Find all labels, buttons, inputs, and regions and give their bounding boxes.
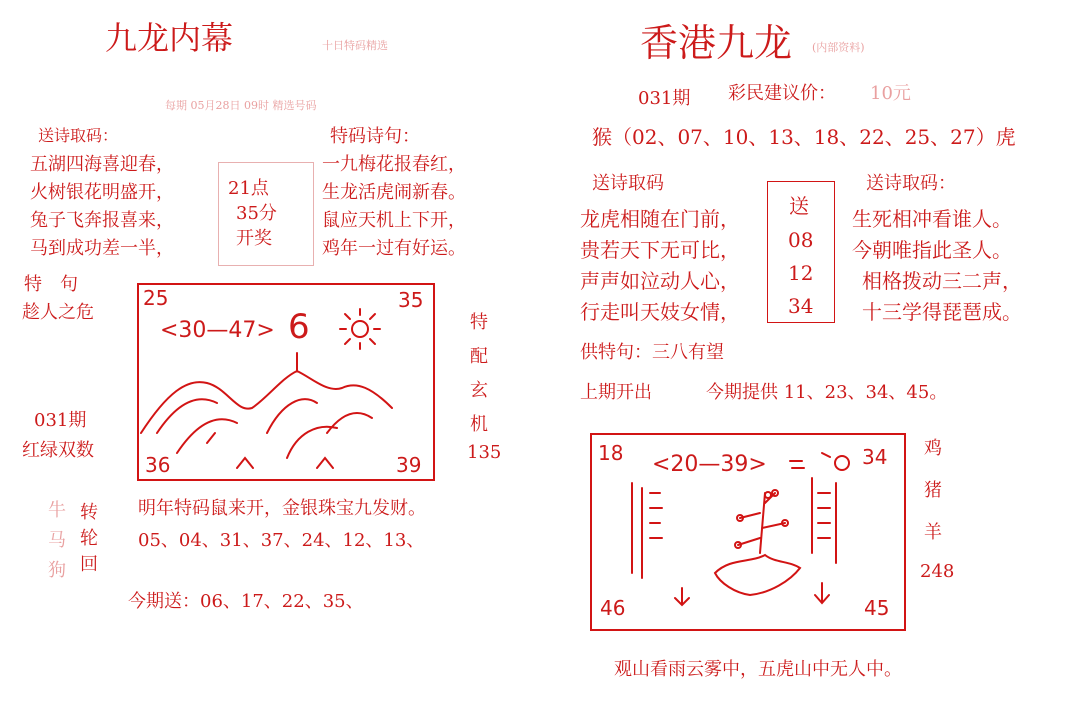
right-poem-right-3: 相格拨动三二声，	[862, 269, 1022, 293]
right-drawing-range: <20—39>	[652, 452, 767, 477]
animal-3: 羊	[924, 522, 942, 543]
left-special-poem-3: 鼠应天机上下开，	[322, 210, 466, 231]
right-drawing-top-left-number: 18	[598, 441, 624, 465]
right-poem-left-4: 行走叫天妓女情，	[580, 300, 740, 324]
right-poem-left-1: 龙虎相随在门前，	[580, 207, 740, 231]
right-poem-right-2: 今朝唯指此圣人。	[852, 238, 1012, 262]
left-special-poem-4: 鸡年一过有好运。	[322, 238, 466, 259]
left-drawing-bottom-right-number: 39	[396, 453, 422, 477]
send-box-num-2: 12	[788, 261, 814, 285]
zodiac-2: 马	[48, 530, 66, 551]
right-vertical-number: 248	[920, 561, 955, 582]
te-ju-label: 特 句	[24, 274, 78, 295]
left-drawing-digit: 6	[288, 307, 310, 347]
zodiac-3: 狗	[48, 560, 66, 581]
sun-icon	[352, 321, 368, 337]
vert-char-3: 玄	[470, 380, 488, 401]
left-issue: 031期	[34, 410, 87, 431]
monkey-tiger-line: 猴（02、07、10、13、18、22、25、27）虎	[592, 125, 1016, 149]
left-drawing-top-left-number: 25	[143, 286, 169, 310]
right-issue: 031期	[638, 88, 691, 109]
zodiac-wheel-3: 回	[80, 554, 98, 575]
suggest-value: 10元	[870, 83, 911, 104]
animal-1: 鸡	[924, 438, 942, 459]
next-year-line: 明年特码鼠来开，金银珠宝九发财。	[138, 498, 426, 519]
animal-2: 猪	[924, 480, 942, 501]
left-drawing-bottom-left-number: 36	[145, 453, 171, 477]
rain-lines	[632, 483, 662, 578]
left-drawing-sketch	[137, 283, 437, 483]
left-subtitle: 每期 05月28日 09时 精选号码	[165, 99, 317, 112]
left-poem-line-2: 火树银花明盛开，	[30, 182, 174, 203]
time-box-minute: 35分	[236, 203, 277, 224]
right-title-tag: (内部资料)	[812, 41, 865, 54]
gong-te-ju: 供特句：三八有望	[580, 342, 724, 363]
zodiac-column-1	[48, 496, 66, 586]
left-drawing-top-right-number: 35	[398, 288, 424, 312]
last-issue-label: 上期开出	[580, 382, 652, 403]
today-offer-line: 今期提供 11、23、34、45。	[706, 382, 948, 403]
left-poem-line-3: 兔子飞奔报喜来，	[30, 210, 174, 231]
left-special-poem-2: 生龙活虎闹新春。	[322, 182, 466, 203]
suggest-label: 彩民建议价：	[728, 83, 836, 104]
right-drawing-bottom-right-number: 45	[864, 596, 890, 620]
right-send-poem-right-label: 送诗取码：	[866, 173, 956, 194]
right-vertical-animals	[924, 428, 942, 554]
zodiac-wheel-2: 轮	[80, 528, 98, 549]
right-poem-right-1: 生死相冲看谁人。	[852, 207, 1012, 231]
vert-char-1: 特	[470, 312, 488, 333]
mountain-outline	[141, 371, 392, 433]
time-box-draw: 开奖	[236, 228, 272, 249]
left-poem-line-1: 五湖四海喜迎春，	[30, 154, 174, 175]
pot-outline	[715, 555, 800, 595]
sun-icon	[835, 456, 849, 470]
left-title-tag: 十日特码精选	[322, 39, 388, 52]
bottom-poem: 观山看雨云雾中，五虎山中无人中。	[614, 659, 902, 680]
today-send-line: 今期送：06、17、22、35、	[128, 591, 364, 612]
vert-char-2: 配	[470, 346, 488, 367]
left-vertical-label	[470, 306, 488, 442]
left-special-poem-1: 一九梅花报春红，	[322, 154, 466, 175]
right-title: 香港九龙	[640, 21, 793, 65]
right-drawing-bottom-left-number: 46	[600, 596, 626, 620]
red-green-label: 红绿双数	[22, 440, 94, 461]
te-ju-text: 趁人之危	[22, 302, 94, 323]
right-send-poem-left-label: 送诗取码	[592, 173, 664, 194]
left-vertical-number: 135	[467, 442, 502, 463]
left-special-label: 特码诗句：	[330, 126, 420, 147]
left-send-poem-label: 送诗取码：	[38, 126, 119, 145]
right-poem-right-4: 十三学得琵琶成。	[862, 300, 1022, 324]
time-box-hour: 21点	[228, 178, 269, 199]
right-poem-left-2: 贵若天下无可比，	[580, 238, 740, 262]
zodiac-1: 牛	[48, 500, 66, 521]
right-drawing-sketch	[590, 433, 902, 627]
left-poem-line-4: 马到成功差一半，	[30, 238, 174, 259]
send-box-num-1: 08	[788, 228, 814, 252]
left-title: 九龙内幕	[105, 19, 234, 57]
right-drawing-top-right-number: 34	[862, 445, 888, 469]
zodiac-column-2	[80, 500, 98, 578]
vert-char-4: 机	[470, 414, 488, 435]
numbers-line: 05、04、31、37、24、12、13、	[138, 530, 425, 551]
plant-icon	[738, 493, 785, 553]
right-poem-left-3: 声声如泣动人心，	[580, 269, 740, 293]
zodiac-wheel-1: 转	[80, 502, 98, 523]
left-drawing-range: <30—47>	[160, 318, 275, 343]
send-box-label: 送	[789, 194, 809, 218]
send-box-num-3: 34	[788, 294, 814, 318]
